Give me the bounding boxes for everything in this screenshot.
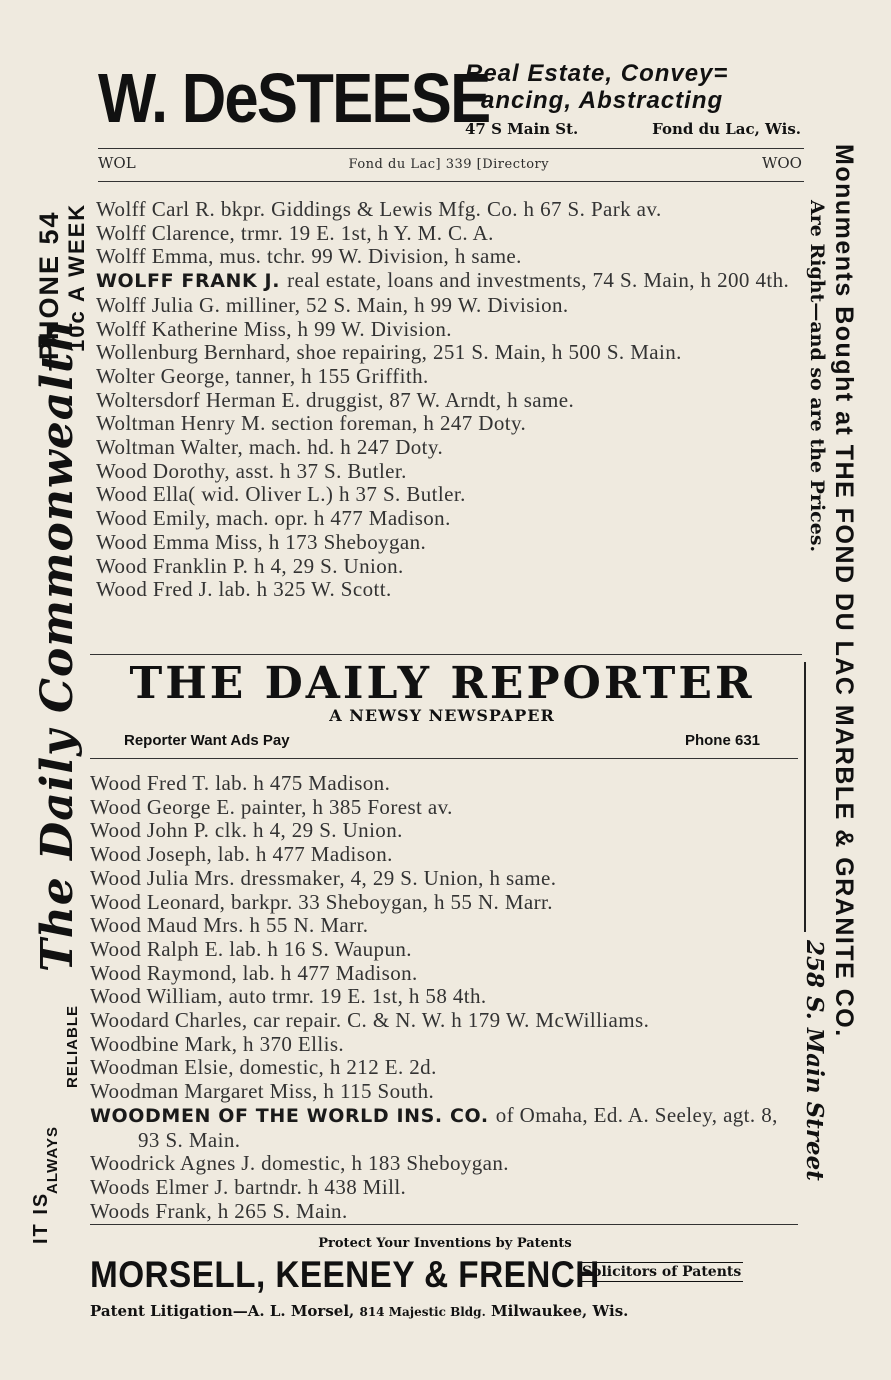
left-always-text: ALWAYS: [44, 1126, 61, 1194]
commonwealth-name: The Daily Commonwealth: [32, 318, 83, 972]
entry-text: Wolff Emma, mus. tchr. 99 W. Division, h same.: [96, 244, 522, 269]
directory-entry: [96, 269, 804, 294]
daily-reporter-advertisement: [90, 654, 798, 758]
entry-text: Wood Ella( wid. Oliver L.) h 37 S. Butler.: [96, 482, 466, 507]
entry-text: Woodrick Agnes J. domestic, h 183 Sheboygan.: [90, 1151, 509, 1176]
entry-text: Woltersdorf Herman E. druggist, 87 W. Arndt, h same.: [96, 387, 575, 412]
patent-litigation-line: [90, 1302, 794, 1320]
entry-text: Wood Joseph, lab. h 477 Madison.: [90, 842, 393, 867]
running-header: [98, 154, 802, 172]
entry-name-bold: WOLFF FRANK J.: [96, 270, 281, 293]
advertiser-services: [465, 60, 728, 114]
directory-entry: [90, 962, 798, 986]
entry-text: Wood William, auto trmr. 19 E. 1st, h 58 4th.: [90, 984, 487, 1009]
entry-text: Wood Raymond, lab. h 477 Madison.: [90, 960, 418, 985]
entry-name-bold: WOODMEN OF THE WORLD INS. CO.: [90, 1104, 489, 1127]
directory-entry: [90, 843, 798, 867]
directory-entry: [96, 222, 804, 246]
directory-entry: [96, 436, 804, 460]
directory-entry: [96, 578, 804, 602]
entry-text: Wood Julia Mrs. dressmaker, 4, 29 S. Union, h same.: [90, 865, 557, 890]
advertiser-address: [465, 120, 801, 138]
entry-text: Wood Fred T. lab. h 475 Madison.: [90, 771, 391, 795]
patent-tagline: Protect Your Inventions by Patents: [318, 1236, 572, 1251]
left-phone-text: PHONE 54: [34, 210, 64, 360]
directory-entry: [96, 365, 804, 389]
directory-entry: [90, 1056, 798, 1080]
entry-text: Woltman Walter, mach. hd. h 247 Doty.: [96, 435, 444, 460]
entry-text: Wollenburg Bernhard, shoe repairing, 251 S. Main, h 500 S. Main.: [96, 340, 682, 365]
left-week-text: 10c A WEEK: [64, 202, 89, 352]
services-line-1: Real Estate, Convey=: [465, 60, 729, 87]
left-it-is-text: IT IS: [30, 1191, 52, 1244]
directory-entry: [96, 531, 804, 555]
header-right-guide: WOO: [761, 154, 802, 172]
entry-text: Wood Ralph E. lab. h 16 S. Waupun.: [90, 936, 412, 961]
right-margin-rule: [804, 662, 806, 932]
directory-entry: [90, 1176, 798, 1200]
header-left-guide: WOL: [98, 154, 136, 172]
directory-entry: [96, 389, 804, 413]
directory-entry: [90, 867, 798, 891]
advertiser-name: W. DeSTEESE: [98, 59, 490, 137]
entry-text: Woodbine Mark, h 370 Ellis.: [90, 1031, 345, 1056]
directory-entry: [96, 245, 804, 269]
street-address: 47 S Main St.: [465, 120, 579, 138]
reporter-title: THE DAILY REPORTER: [129, 658, 755, 709]
directory-entry: [96, 555, 804, 579]
desteese-advertisement: [98, 58, 801, 142]
header-top-rule: [98, 148, 804, 149]
entry-text: Woltman Henry M. section foreman, h 247 Doty.: [96, 411, 527, 436]
directory-entry: [96, 341, 804, 365]
city: Fond du Lac, Wis.: [652, 120, 801, 138]
directory-entry: [90, 938, 798, 962]
entry-details: real estate, loans and investments, 74 S. Main, h 200 4th.: [287, 268, 790, 293]
entry-text: Wood John P. clk. h 4, 29 S. Union.: [90, 818, 403, 843]
entry-text: Wolff Clarence, trmr. 19 E. 1st, h Y. M. C. A.: [96, 220, 494, 245]
directory-entry: [90, 796, 798, 820]
header-bottom-rule: [98, 181, 804, 182]
patent-litigation: Patent Litigation—A. L. Morsel,: [90, 1302, 355, 1320]
reporter-subtitle: A NEWSY NEWSPAPER: [329, 706, 555, 725]
reporter-phone: Phone 631: [684, 732, 760, 749]
entry-text: Wood George E. painter, h 385 Forest av.: [90, 794, 453, 819]
directory-entry: [90, 819, 798, 843]
patent-advertisement: [90, 1232, 800, 1332]
directory-entry: [90, 1152, 798, 1176]
entry-text: Wood Emily, mach. opr. h 477 Madison.: [96, 506, 451, 531]
entry-text: Woodman Margaret Miss, h 115 South.: [90, 1079, 435, 1104]
reporter-want-ads: Reporter Want Ads Pay: [124, 732, 290, 749]
directory-entry: [96, 198, 804, 222]
header-page-info: Fond du Lac] 339 [Directory: [348, 157, 550, 172]
entry-text: Wolff Julia G. milliner, 52 S. Main, h 99 W. Division.: [96, 292, 569, 317]
entry-text: Wood Leonard, barkpr. 33 Sheboygan, h 55 N. Marr.: [90, 889, 553, 914]
directory-entry: [96, 318, 804, 342]
entry-text: Wood Fred J. lab. h 325 W. Scott.: [96, 577, 392, 602]
entry-text: Wolff Katherine Miss, h 99 W. Division.: [96, 316, 452, 341]
directory-entry: [96, 412, 804, 436]
directory-entry: [90, 772, 798, 796]
marble-granite-ad: Monuments Bought at THE FOND DU LAC MARBLE & GRANITE CO.: [830, 144, 858, 1038]
entry-text: Woodman Elsie, domestic, h 212 E. 2d.: [90, 1055, 437, 1080]
patent-city: Milwaukee, Wis.: [490, 1302, 629, 1320]
reporter-info-line: [124, 732, 760, 749]
left-reliable-text: RELIABLE: [64, 1005, 81, 1088]
entry-text: Wolff Carl R. bkpr. Giddings & Lewis Mfg. Co. h 67 S. Park av.: [96, 197, 662, 221]
reporter-bottom-rule: [90, 758, 798, 759]
directory-entry: [90, 914, 798, 938]
directory-entry: [96, 483, 804, 507]
directory-entry: [90, 1009, 798, 1033]
directory-entry: [96, 507, 804, 531]
entry-text: Woods Elmer J. bartndr. h 438 Mill.: [90, 1174, 407, 1199]
entry-text: Woodard Charles, car repair. C. & N. W. h 179 W. McWilliams.: [90, 1008, 650, 1033]
directory-entry: [90, 1104, 798, 1152]
patent-office: 814 Majestic Bldg.: [359, 1305, 486, 1319]
entry-text: Wood Emma Miss, h 173 Sheboygan.: [96, 529, 427, 554]
patent-solicitors: Solicitors of Patents: [582, 1264, 742, 1280]
directory-entry: [90, 1033, 798, 1057]
directory-entry: [96, 460, 804, 484]
entry-text: Wood Dorothy, asst. h 37 S. Butler.: [96, 458, 407, 483]
patent-firm-name: MORSELL, KEENEY & FRENCH: [90, 1254, 600, 1295]
entry-details: of Omaha, Ed. A. Seeley, agt. 8, 93 S. Main.: [138, 1102, 778, 1152]
directory-entry: [90, 1200, 798, 1224]
directory-entry: [90, 891, 798, 915]
directory-entry: [90, 985, 798, 1009]
entry-text: Wolter George, tanner, h 155 Griffith.: [96, 363, 429, 388]
directory-entry: [96, 294, 804, 318]
entry-text: Wood Maud Mrs. h 55 N. Marr.: [90, 913, 369, 938]
directory-entries-top: [96, 198, 804, 602]
bottom-ad-rule: [90, 1224, 798, 1225]
services-line-2: ancing, Abstracting: [481, 87, 724, 114]
prices-ad: Are Right—and so are the Prices.: [806, 200, 828, 553]
entry-text: Wood Franklin P. h 4, 29 S. Union.: [96, 553, 404, 578]
directory-entries-bottom: [90, 772, 798, 1223]
directory-entry: [90, 1080, 798, 1104]
entry-text: Woods Frank, h 265 S. Main.: [90, 1198, 348, 1223]
marble-street-address: 258 S. Main Street: [801, 940, 828, 1181]
